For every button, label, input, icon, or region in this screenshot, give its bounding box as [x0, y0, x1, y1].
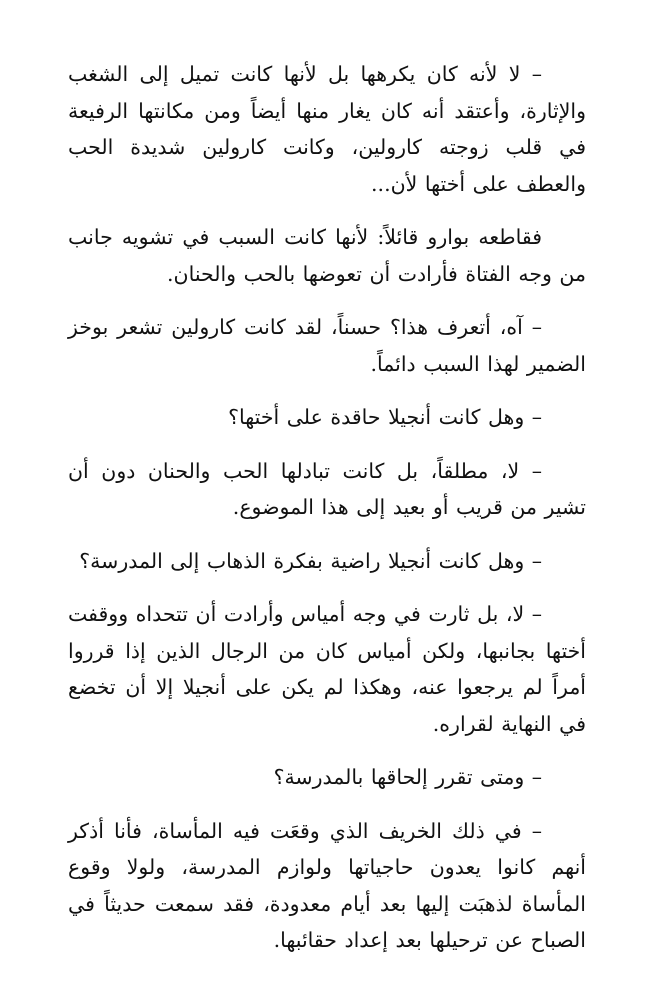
paragraph-7: – لا، بل ثارت في وجه أمياس وأرادت أن تتحداه ووقفت أختها بجانبها، ولكن أمياس كان من الرجال الذين إذا قرروا أمراً لم يرجعوا عنه، وهكذا لم يكن على أنجيلا إلا أن تخضع في النهاية لقراره.	[68, 602, 586, 736]
book-page	[68, 56, 586, 976]
paragraph-3: – آه، أتعرف هذا؟ حسناً، لقد كانت كارولين تشعر بوخز الضمير لهذا السبب دائماً.	[68, 315, 586, 376]
paragraph-1: – لا لأنه كان يكرهها بل لأنها كانت تميل إلى الشغب والإثارة، وأعتقد أنه كان يغار منها أيضاً ومن مكانتها الرفيعة في قلب زوجته كارولين، وكانت كارولين شديدة الحب والعطف على أختها لأن...	[68, 62, 586, 196]
paragraph-9: – في ذلك الخريف الذي وقعَت فيه المأساة، فأنا أذكر أنهم كانوا يعدون حاجياتها ولوازم المدرسة، ولولا وقوع المأساة لذهبَت إليها بعد أيام معدودة، فقد سمعت حديثاً في الصباح عن ترحيلها بعد إعداد حقائبها.	[68, 818, 586, 952]
paragraph-2: فقاطعه بوارو قائلاً: لأنها كانت السبب في تشويه جانب من وجه الفتاة فأرادت أن تعوضها بالحب والحنان.	[68, 225, 586, 286]
paragraph-6: – وهل كانت أنجيلا راضية بفكرة الذهاب إلى المدرسة؟	[79, 548, 542, 573]
paragraph-4: – وهل كانت أنجيلا حاقدة على أختها؟	[228, 405, 542, 429]
paragraph-8: – ومتى تقرر إلحاقها بالمدرسة؟	[273, 765, 542, 789]
paragraph-5: – لا، مطلقاً، بل كانت تبادلها الحب والحنان دون أن تشير من قريب أو بعيد إلى هذا الموضوع.	[68, 458, 586, 519]
